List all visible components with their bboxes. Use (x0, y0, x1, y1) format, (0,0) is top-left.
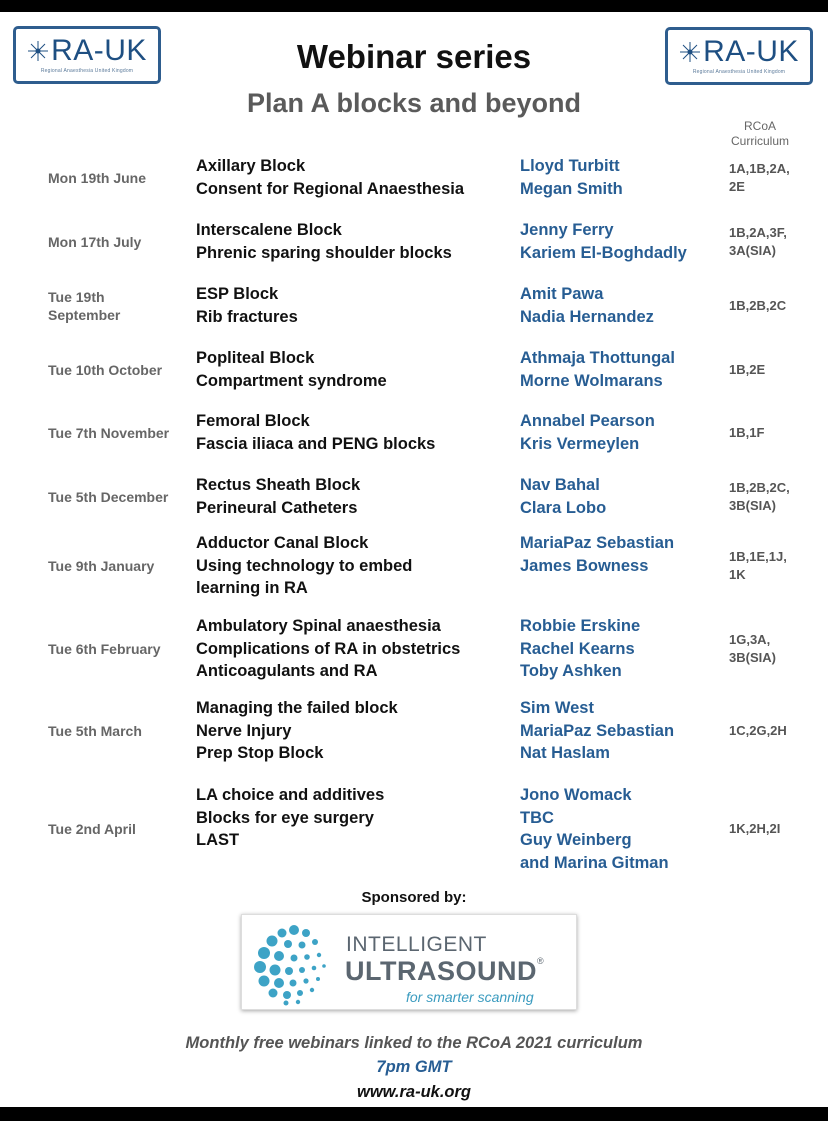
session-topics-line: Fascia iliaca and PENG blocks (196, 434, 436, 453)
session-date-line: Tue 5th December (48, 488, 169, 505)
session-topics-line: LA choice and additives (196, 786, 385, 804)
session-date (48, 640, 188, 658)
sponsor-logo (241, 914, 577, 1010)
session-date (48, 722, 188, 740)
page-title: Webinar series (296, 38, 532, 75)
session-speakers-line: MariaPaz Sebastian (520, 721, 675, 740)
session-date-line: Tue 10th October (48, 361, 163, 378)
session-speakers-line: MariaPaz Sebastian (520, 534, 675, 552)
session-date-line: Mon 17th July (48, 233, 142, 250)
sponsored-label: Sponsored by: (361, 889, 467, 906)
session-curriculum (729, 548, 787, 584)
session-topics (196, 283, 298, 328)
session-date (48, 424, 188, 442)
sponsor-name-line1: INTELLIGENT (346, 933, 487, 956)
session-date-line: Tue 5th March (48, 722, 142, 739)
session-topics-line: Complications of RA in obstetrics (196, 639, 461, 658)
trademark-symbol: ® (536, 956, 545, 966)
session-curriculum (729, 479, 790, 515)
session-topics-line: Femoral Block (196, 412, 310, 430)
sponsor-name-word: ULTRASOUND (345, 956, 537, 986)
session-date (48, 169, 188, 187)
session-topics-line: Prep Stop Block (196, 744, 324, 763)
session-date (48, 288, 188, 324)
session-topics-line: Rib fractures (196, 307, 298, 326)
session-speakers-line: Megan Smith (520, 179, 623, 198)
session-topics (196, 532, 412, 600)
session-topics-line: Popliteal Block (196, 349, 315, 367)
session-curriculum-line: 3B(SIA) (729, 497, 776, 513)
session-curriculum (729, 722, 787, 740)
sponsor-tagline: for smarter scanning (406, 989, 534, 1005)
session-date (48, 361, 188, 379)
session-topics-line: Anticoagulants and RA (196, 662, 378, 681)
session-speakers-line: Robbie Erskine (520, 617, 641, 635)
session-speakers-line: and Marina Gitman (520, 853, 669, 872)
session-curriculum (729, 297, 786, 315)
session-topics-line: ESP Block (196, 285, 279, 303)
session-speakers (520, 410, 655, 455)
session-date-line: Tue 19th (48, 288, 105, 305)
session-speakers-line: Kariem El-Boghdadly (520, 243, 687, 262)
session-speakers-line: Kris Vermeylen (520, 434, 640, 453)
session-curriculum-line: 1K (729, 566, 746, 582)
logo-text: RA-UK (703, 35, 799, 68)
curriculum-column-header (718, 119, 802, 149)
session-topics-line: Nerve Injury (196, 721, 292, 740)
logo-subtitle: Regional Anaesthesia United Kingdom (40, 68, 134, 74)
session-curriculum-line: 1B,2B,2C (729, 297, 787, 313)
session-speakers (520, 697, 674, 765)
session-speakers (520, 155, 623, 200)
session-topics (196, 474, 360, 519)
session-speakers-line: Toby Ashken (520, 662, 622, 681)
session-speakers-line: TBC (520, 808, 554, 827)
session-speakers (520, 474, 606, 519)
session-curriculum (729, 424, 764, 442)
session-speakers-line: Jono Womack (520, 786, 632, 804)
session-date-line: Tue 9th January (48, 557, 155, 574)
session-speakers-line: Sim West (520, 699, 594, 717)
session-speakers-line: Nav Bahal (520, 476, 600, 494)
session-topics-line: Rectus Sheath Block (196, 476, 361, 494)
session-date-line: September (48, 306, 121, 323)
session-topics-line: Ambulatory Spinal anaesthesia (196, 617, 441, 635)
session-curriculum-line: 1B,2A,3F, (729, 224, 787, 240)
session-topics-line: Blocks for eye surgery (196, 808, 374, 827)
session-curriculum-line: 1A,1B,2A, (729, 160, 790, 176)
sphere-dots-icon (248, 920, 340, 1006)
session-speakers (520, 532, 674, 577)
session-topics (196, 155, 464, 200)
session-date (48, 820, 188, 838)
session-curriculum (729, 631, 776, 667)
session-topics-line: Phrenic sparing shoulder blocks (196, 243, 452, 262)
session-speakers-line: Nat Haslam (520, 744, 610, 763)
session-speakers-line: Morne Wolmarans (520, 371, 663, 390)
session-date (48, 557, 188, 575)
session-speakers-line: Nadia Hernandez (520, 307, 654, 326)
session-topics-line: Managing the failed block (196, 699, 398, 717)
session-curriculum (729, 224, 787, 260)
session-speakers (520, 784, 669, 874)
session-topics-line: Perineural Catheters (196, 498, 358, 517)
session-curriculum-line: 1B,2B,2C, (729, 479, 790, 495)
curriculum-header-line: Curriculum (730, 134, 789, 148)
session-topics-line: Consent for Regional Anaesthesia (196, 179, 465, 198)
session-topics-line: Using technology to embed (196, 556, 413, 575)
session-speakers-line: Amit Pawa (520, 285, 604, 303)
session-topics (196, 219, 452, 264)
session-curriculum-line: 3B(SIA) (729, 649, 776, 665)
session-curriculum-line: 1B,2E (729, 361, 766, 377)
footer-description: Monthly free webinars linked to the RCoA 2021 curriculum (185, 1034, 643, 1052)
session-speakers (520, 347, 675, 392)
session-date (48, 233, 188, 251)
session-speakers-line: Annabel Pearson (520, 412, 655, 430)
session-topics-line: Interscalene Block (196, 221, 342, 239)
session-date-line: Tue 6th February (48, 640, 161, 657)
session-speakers (520, 283, 654, 328)
webinar-poster (0, 12, 828, 1107)
session-curriculum-line: 3A(SIA) (729, 242, 776, 258)
session-curriculum (729, 160, 790, 196)
session-speakers-line: James Bowness (520, 556, 649, 575)
session-speakers-line: Lloyd Turbitt (520, 157, 620, 175)
session-date (48, 488, 188, 506)
logo-text: RA-UK (51, 34, 147, 67)
session-topics-line: LAST (196, 831, 240, 850)
session-speakers-line: Athmaja Thottungal (520, 349, 675, 367)
session-speakers-line: Clara Lobo (520, 498, 607, 517)
session-curriculum-line: 1K,2H,2I (729, 821, 781, 837)
session-topics (196, 615, 460, 683)
session-topics-line: Axillary Block (196, 157, 306, 175)
session-speakers (520, 219, 687, 264)
session-curriculum-line: 1C,2G,2H (729, 722, 787, 738)
session-topics-line: Compartment syndrome (196, 371, 387, 390)
session-date-line: Mon 19th June (48, 169, 147, 186)
session-topics-line: Adductor Canal Block (196, 534, 369, 552)
session-curriculum-line: 1B,1E,1J, (729, 548, 787, 564)
session-speakers-line: Rachel Kearns (520, 639, 635, 658)
sponsor-name-line2 (345, 956, 544, 987)
session-topics (196, 784, 384, 852)
session-date-line: Tue 2nd April (48, 821, 136, 838)
session-speakers (520, 615, 640, 683)
footer-time: 7pm GMT (376, 1058, 452, 1076)
session-curriculum-line: 1B,1F (729, 424, 765, 440)
session-date-line: Tue 7th November (48, 424, 170, 441)
session-curriculum-line: 2E (729, 178, 745, 194)
session-curriculum (729, 820, 780, 838)
session-topics-line: learning in RA (196, 579, 308, 598)
footer-website[interactable]: www.ra-uk.org (357, 1083, 471, 1101)
session-topics (196, 347, 387, 392)
session-topics (196, 697, 398, 765)
session-speakers-line: Jenny Ferry (520, 221, 614, 239)
session-curriculum-line: 1G,3A, (729, 631, 771, 647)
logo-subtitle: Regional Anaesthesia United Kingdom (692, 69, 786, 75)
session-topics (196, 410, 435, 455)
page-subtitle: Plan A blocks and beyond (246, 88, 582, 118)
curriculum-header-line: RCoA (743, 119, 776, 133)
session-curriculum (729, 361, 765, 379)
session-speakers-line: Guy Weinberg (520, 831, 632, 850)
